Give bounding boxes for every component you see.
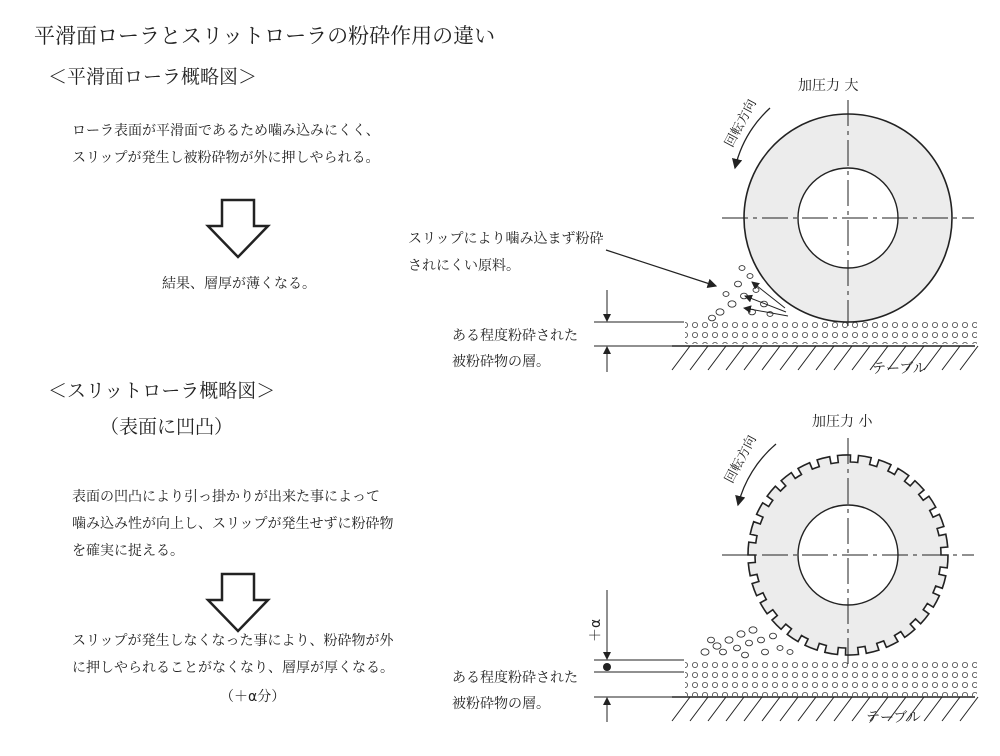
hatch-line [942, 346, 960, 370]
crushed-material-layer [685, 660, 977, 696]
hatch-line [690, 346, 708, 370]
slit-roller-diagram [452, 413, 978, 726]
dimension-dot [603, 663, 611, 671]
table-hatching [672, 346, 978, 370]
material-particle [746, 640, 753, 646]
smooth-roller-diagram [408, 77, 978, 377]
hatch-line [744, 697, 762, 721]
pressure-label-small: 加圧力 小 [812, 414, 873, 430]
hatch-line [798, 346, 816, 370]
material-particle [747, 274, 753, 279]
layer-note-line-1: ある程度粉砕された [452, 670, 578, 686]
crushed-material-layer [685, 322, 977, 344]
smooth-roller-result: 結果、層厚が薄くなる。 [162, 276, 316, 292]
rotation-label: 回転方向 [722, 96, 760, 150]
material-particle [709, 315, 716, 321]
slit-desc-line-1: 表面の凹凸により引っ掛かりが出来た事によって [72, 489, 380, 505]
hatch-line [762, 697, 780, 721]
slit-roller-subheading: （表面に凹凸） [100, 416, 234, 438]
layer-note-line-1: ある程度粉砕された [452, 328, 578, 344]
material-particle [777, 646, 783, 651]
material-particle [762, 649, 769, 655]
slip-note-line-1: スリップにより噛み込まず粉砕 [408, 231, 604, 247]
table-label: テーブル [866, 710, 921, 726]
material-particle [737, 631, 745, 637]
crushed-material-pile [701, 627, 793, 658]
hatch-line [708, 346, 726, 370]
hatch-line [672, 697, 690, 721]
hatch-line [816, 346, 834, 370]
hatch-line [780, 346, 798, 370]
slip-note-leader [606, 250, 716, 286]
hatch-line [960, 697, 978, 721]
slit-desc-line-3: を確実に捉える。 [72, 543, 184, 559]
hatch-line [690, 697, 708, 721]
material-particle [753, 288, 759, 293]
material-particle [713, 643, 721, 649]
material-particle [716, 309, 724, 315]
hatch-line [708, 697, 726, 721]
rotation-label: 回転方向 [722, 432, 760, 486]
material-particle [720, 649, 727, 655]
smooth-roller-heading: ＜平滑面ローラ概略図＞ [48, 66, 258, 88]
table-hatching [672, 697, 978, 721]
material-particle [735, 281, 742, 287]
slit-roller-heading: ＜スリットローラ概略図＞ [48, 380, 276, 402]
plus-alpha-label: ＋α [588, 618, 604, 642]
material-particle [787, 650, 793, 655]
page-title: 平滑面ローラとスリットローラの粉砕作用の違い [34, 24, 496, 48]
hatch-line [960, 346, 978, 370]
hatch-line [834, 346, 852, 370]
material-particle [725, 637, 733, 643]
hatch-line [762, 346, 780, 370]
hatch-line [780, 697, 798, 721]
hatch-line [942, 697, 960, 721]
slit-result-line-2: に押しやられることがなくなり、層厚が厚くなる。 [72, 660, 394, 676]
slit-desc-line-2: 噛み込み性が向上し、スリップが発生せずに粉砕物 [72, 516, 394, 532]
layer-note-line-2: 被粉砕物の層。 [452, 354, 550, 370]
pressure-label-large: 加圧力 大 [798, 78, 859, 94]
layer-note-line-2: 被粉砕物の層。 [452, 696, 550, 712]
material-particle [701, 649, 709, 655]
material-particle [742, 652, 749, 658]
hatch-line [798, 697, 816, 721]
hatch-line [672, 346, 690, 370]
hatch-line [726, 346, 744, 370]
slit-result-line-1: スリップが発生しなくなった事により、粉砕物が外 [72, 633, 394, 649]
material-particle [739, 266, 745, 271]
smooth-desc-line-1: ローラ表面が平滑面であるため噛み込みにくく、 [72, 123, 380, 139]
hatch-line [726, 697, 744, 721]
table-label: テーブル [872, 361, 927, 377]
material-particle [741, 293, 748, 299]
smooth-desc-line-2: スリップが発生し被粉砕物が外に押しやられる。 [72, 150, 380, 166]
material-particle [728, 301, 736, 307]
hatch-line [852, 346, 870, 370]
material-particle [708, 637, 715, 643]
material-particle [734, 645, 741, 651]
material-particle [758, 637, 765, 643]
slip-note-line-2: されにくい原料。 [408, 258, 520, 274]
material-particle [749, 627, 757, 633]
hatch-line [816, 697, 834, 721]
hatch-line [924, 697, 942, 721]
slit-result-extra: （＋α分） [220, 689, 286, 705]
material-particle [770, 633, 777, 639]
hatch-line [834, 697, 852, 721]
material-particle [723, 292, 729, 297]
hatch-line [744, 346, 762, 370]
